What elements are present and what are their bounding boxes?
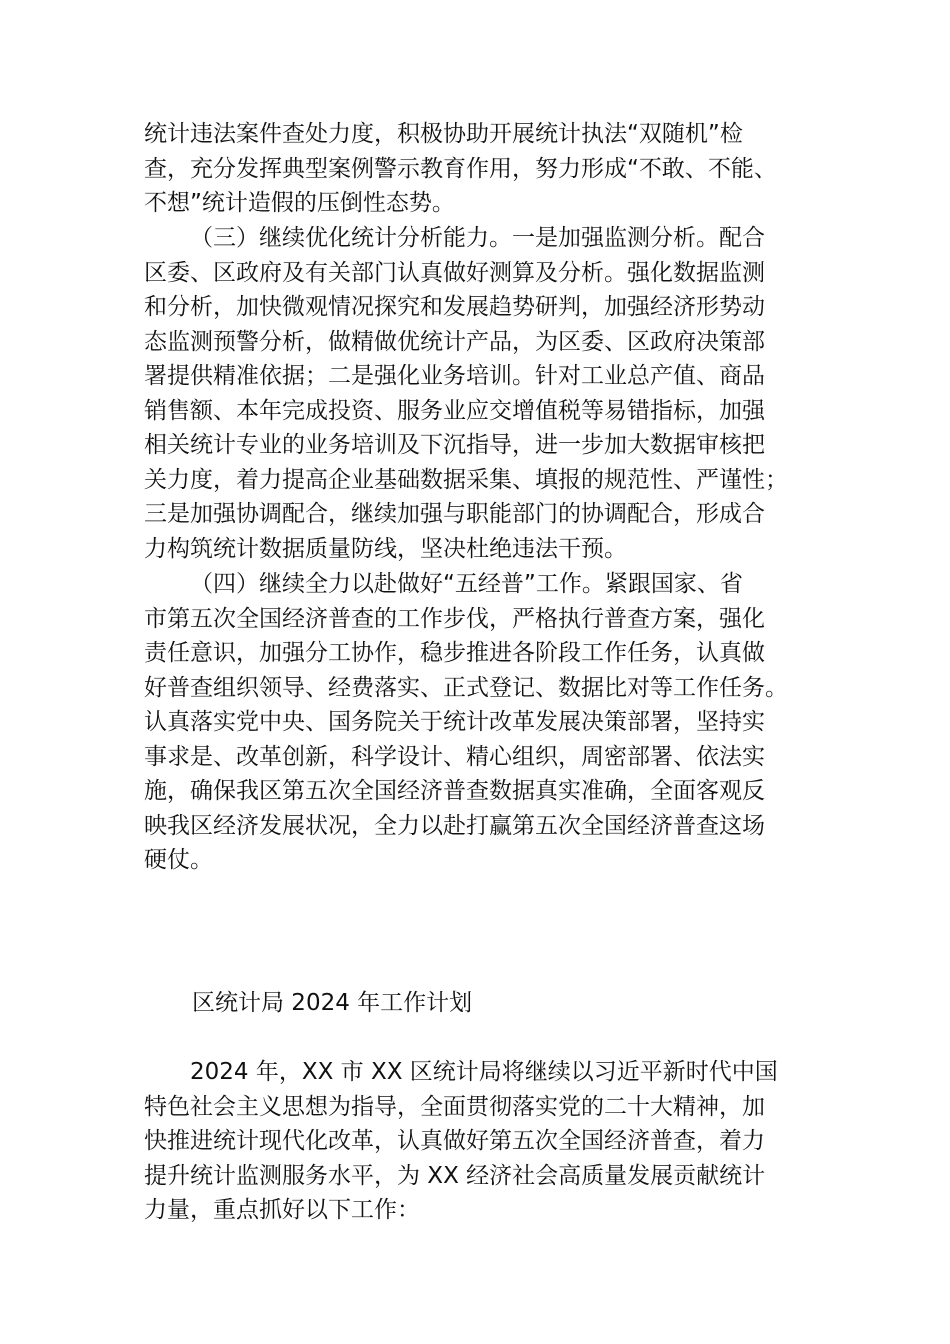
text-line: 统计违法案件查处力度，积极协助开展统计执法“双随机”检 [144, 121, 743, 147]
paragraph-intro [144, 1055, 824, 1228]
text-line: 和分析，加快微观情况探究和发展趋势研判，加强经济形势动 [144, 294, 765, 320]
text-line: 关力度，着力提高企业基础数据采集、填报的规范性、严谨性； [144, 466, 788, 493]
text-line: 映我区经济发展状况，全力以赴打赢第五次全国经济普查这场 [144, 812, 765, 839]
paragraph-enforcement [144, 117, 824, 221]
text-line: 市第五次全国经济普查的工作步伐，严格执行普查方案，强化 [144, 605, 765, 632]
text-line: 特色社会主义思想为指导，全面贯彻落实党的二十大精神，加 [144, 1093, 765, 1120]
document-title: 区统计局 2024 年工作计划 [192, 990, 473, 1016]
text-line: 销售额、本年完成投资、服务业应交增值税等易错指标，加强 [144, 397, 765, 424]
text-line: 查，充分发挥典型案例警示教育作用，努力形成“不敢、不能、 [144, 155, 777, 182]
text-line: 相关统计专业的业务培训及下沉指导，进一步加大数据审核把 [144, 432, 765, 458]
text-line: 不想”统计造假的压倒性态势。 [144, 190, 455, 216]
text-line: 施，确保我区第五次全国经济普查数据真实准确，全面客观反 [144, 778, 765, 804]
text-line: 事求是、改革创新，科学设计、精心组织，周密部署、依法实 [144, 743, 765, 770]
text-line: 力量，重点抓好以下工作： [144, 1197, 420, 1223]
text-line: 硬仗。 [144, 847, 213, 873]
text-line: 提升统计监测服务水平，为 XX 经济社会高质量发展贡献统计 [144, 1162, 766, 1189]
text-line: （四）继续全力以赴做好“五经普”工作。紧跟国家、省 [190, 571, 743, 597]
text-line: 2024 年，XX 市 XX 区统计局将继续以习近平新时代中国 [190, 1059, 778, 1085]
text-line: 责任意识，加强分工协作，稳步推进各阶段工作任务，认真做 [144, 640, 765, 666]
text-line: 三是加强协调配合，继续加强与职能部门的协调配合，形成合 [144, 501, 765, 527]
paragraph-analysis [144, 221, 824, 566]
text-line: 署提供精准依据；二是强化业务培训。针对工业总产值、商品 [144, 363, 765, 389]
text-line: 区委、区政府及有关部门认真做好测算及分析。强化数据监测 [144, 259, 765, 286]
paragraph-census [144, 567, 824, 878]
text-line: 认真落实党中央、国务院关于统计改革发展决策部署，坚持实 [144, 709, 765, 735]
text-line: 快推进统计现代化改革，认真做好第五次全国经济普查，着力 [144, 1128, 765, 1154]
text-line: 力构筑统计数据质量防线，坚决杜绝违法干预。 [144, 535, 627, 562]
text-line: （三）继续优化统计分析能力。一是加强监测分析。配合 [190, 225, 765, 251]
text-line: 态监测预警分析，做精做优统计产品，为区委、区政府决策部 [144, 328, 765, 355]
text-line: 好普查组织领导、经费落实、正式登记、数据比对等工作任务。 [144, 674, 788, 701]
